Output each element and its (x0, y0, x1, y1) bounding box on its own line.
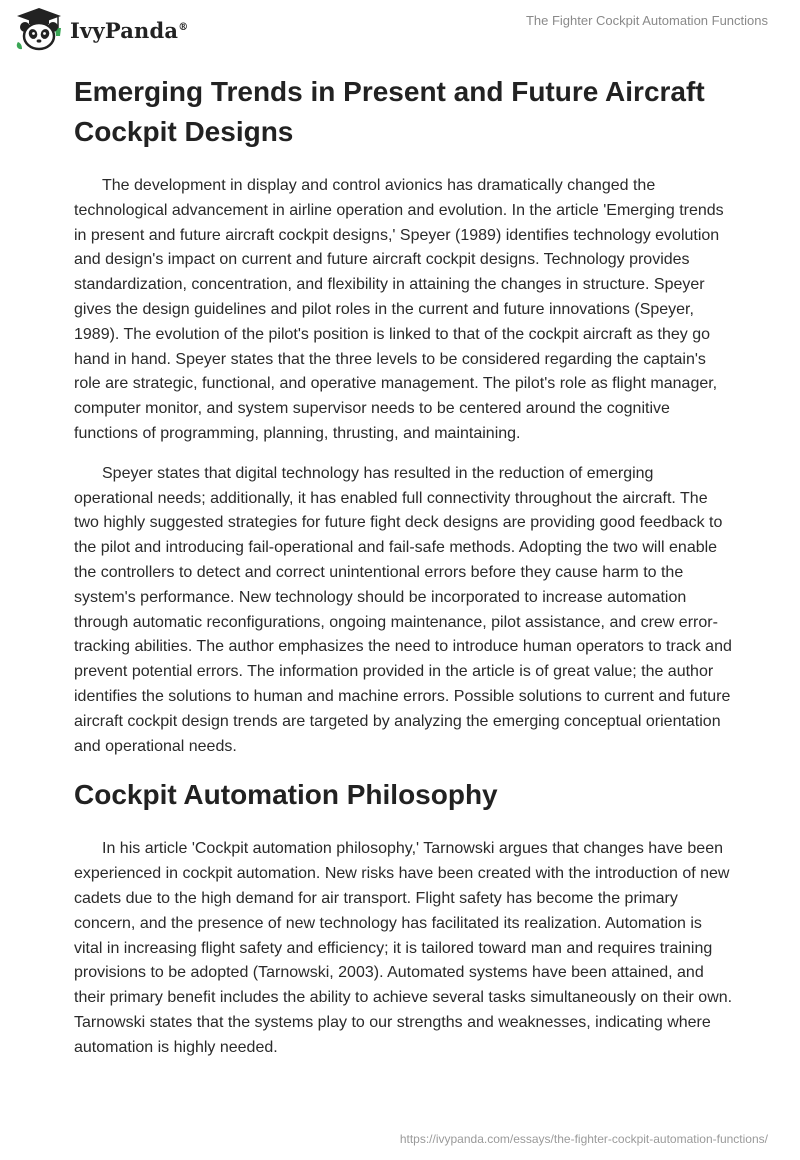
section-heading: Cockpit Automation Philosophy (74, 779, 498, 811)
paragraph: In his article 'Cockpit automation philosophy,' Tarnowski argues that changes have been experienced in cockpit automation. New risks have been created with the introduction of new cadets due to the high demand for air transport. Flight safety has become the primary concern, and the presence of new technology has facilitated its realization. Automation is vital in increasing flight safety and efficiency; it is tailored toward man and requires training provisions to be adopted (Tarnowski, 2003). Automated systems have been attained, and their primary benefit includes the ability to achieve several tasks simultaneously on their own. Tarnowski states that the systems play to our strengths and weaknesses, indicating where automation is highly needed. (74, 840, 733, 1056)
panda-graduate-icon (14, 6, 64, 52)
source-url[interactable]: https://ivypanda.com/essays/the-fighter-cockpit-automation-functions/ (399, 1132, 768, 1146)
document-title: The Fighter Cockpit Automation Functions (525, 13, 768, 28)
paragraph: Speyer states that digital technology has resulted in the reduction of emerging operational needs; additionally, it has enabled full connectivity throughout the aircraft. The two highly suggested strategies for future fight deck designs are providing good feedback to the pilot and introducing fail-operational and fail-safe methods. Adopting the two will enable the controllers to detect and correct unintentional errors before they cause harm to the system's performance. New technology should be incorporated to increase automation through automatic reconfigurations, ongoing maintenance, pilot assistance, and crew error-tracking abilities. The author emphasizes the need to introduce human operators to track and prevent potential errors. The information provided in the article is of great value; the author identifies the solutions to human and machine errors. Possible solutions to current and future aircraft cockpit design trends are targeted by analyzing the emerging conceptual orientation and operational needs. (74, 464, 732, 755)
essay-content (74, 72, 734, 1061)
brand-logo[interactable] (14, 6, 188, 52)
brand-name-text: IvyPanda (70, 17, 179, 43)
paragraph: The development in display and control avionics has dramatically changed the technological advancement in airline operation and evolution. In the article 'Emerging trends in present and future aircraft cockpit designs,' Speyer (1989) identifies technology evolution and design's impact on current and future aircraft cockpit designs. Technology provides standardization, concentration, and flexibility in attaining the changes in structure. Speyer gives the design guidelines and pilot roles in the current and future innovations (Speyer, 1989). The evolution of the pilot's position is linked to that of the cockpit aircraft as they go hand in hand. Speyer states that the three levels to be considered regarding the captain's role are strategic, functional, and operative management. The pilot's role as flight manager, computer monitor, and system supervisor needs to be centered around the cognitive functions of programming, planning, thrusting, and maintaining. (74, 177, 724, 442)
brand-name (70, 18, 188, 43)
page-header (0, 0, 800, 56)
registered-mark: ® (178, 21, 189, 33)
section-heading: Emerging Trends in Present and Future Aircraft Cockpit Designs (74, 76, 705, 147)
